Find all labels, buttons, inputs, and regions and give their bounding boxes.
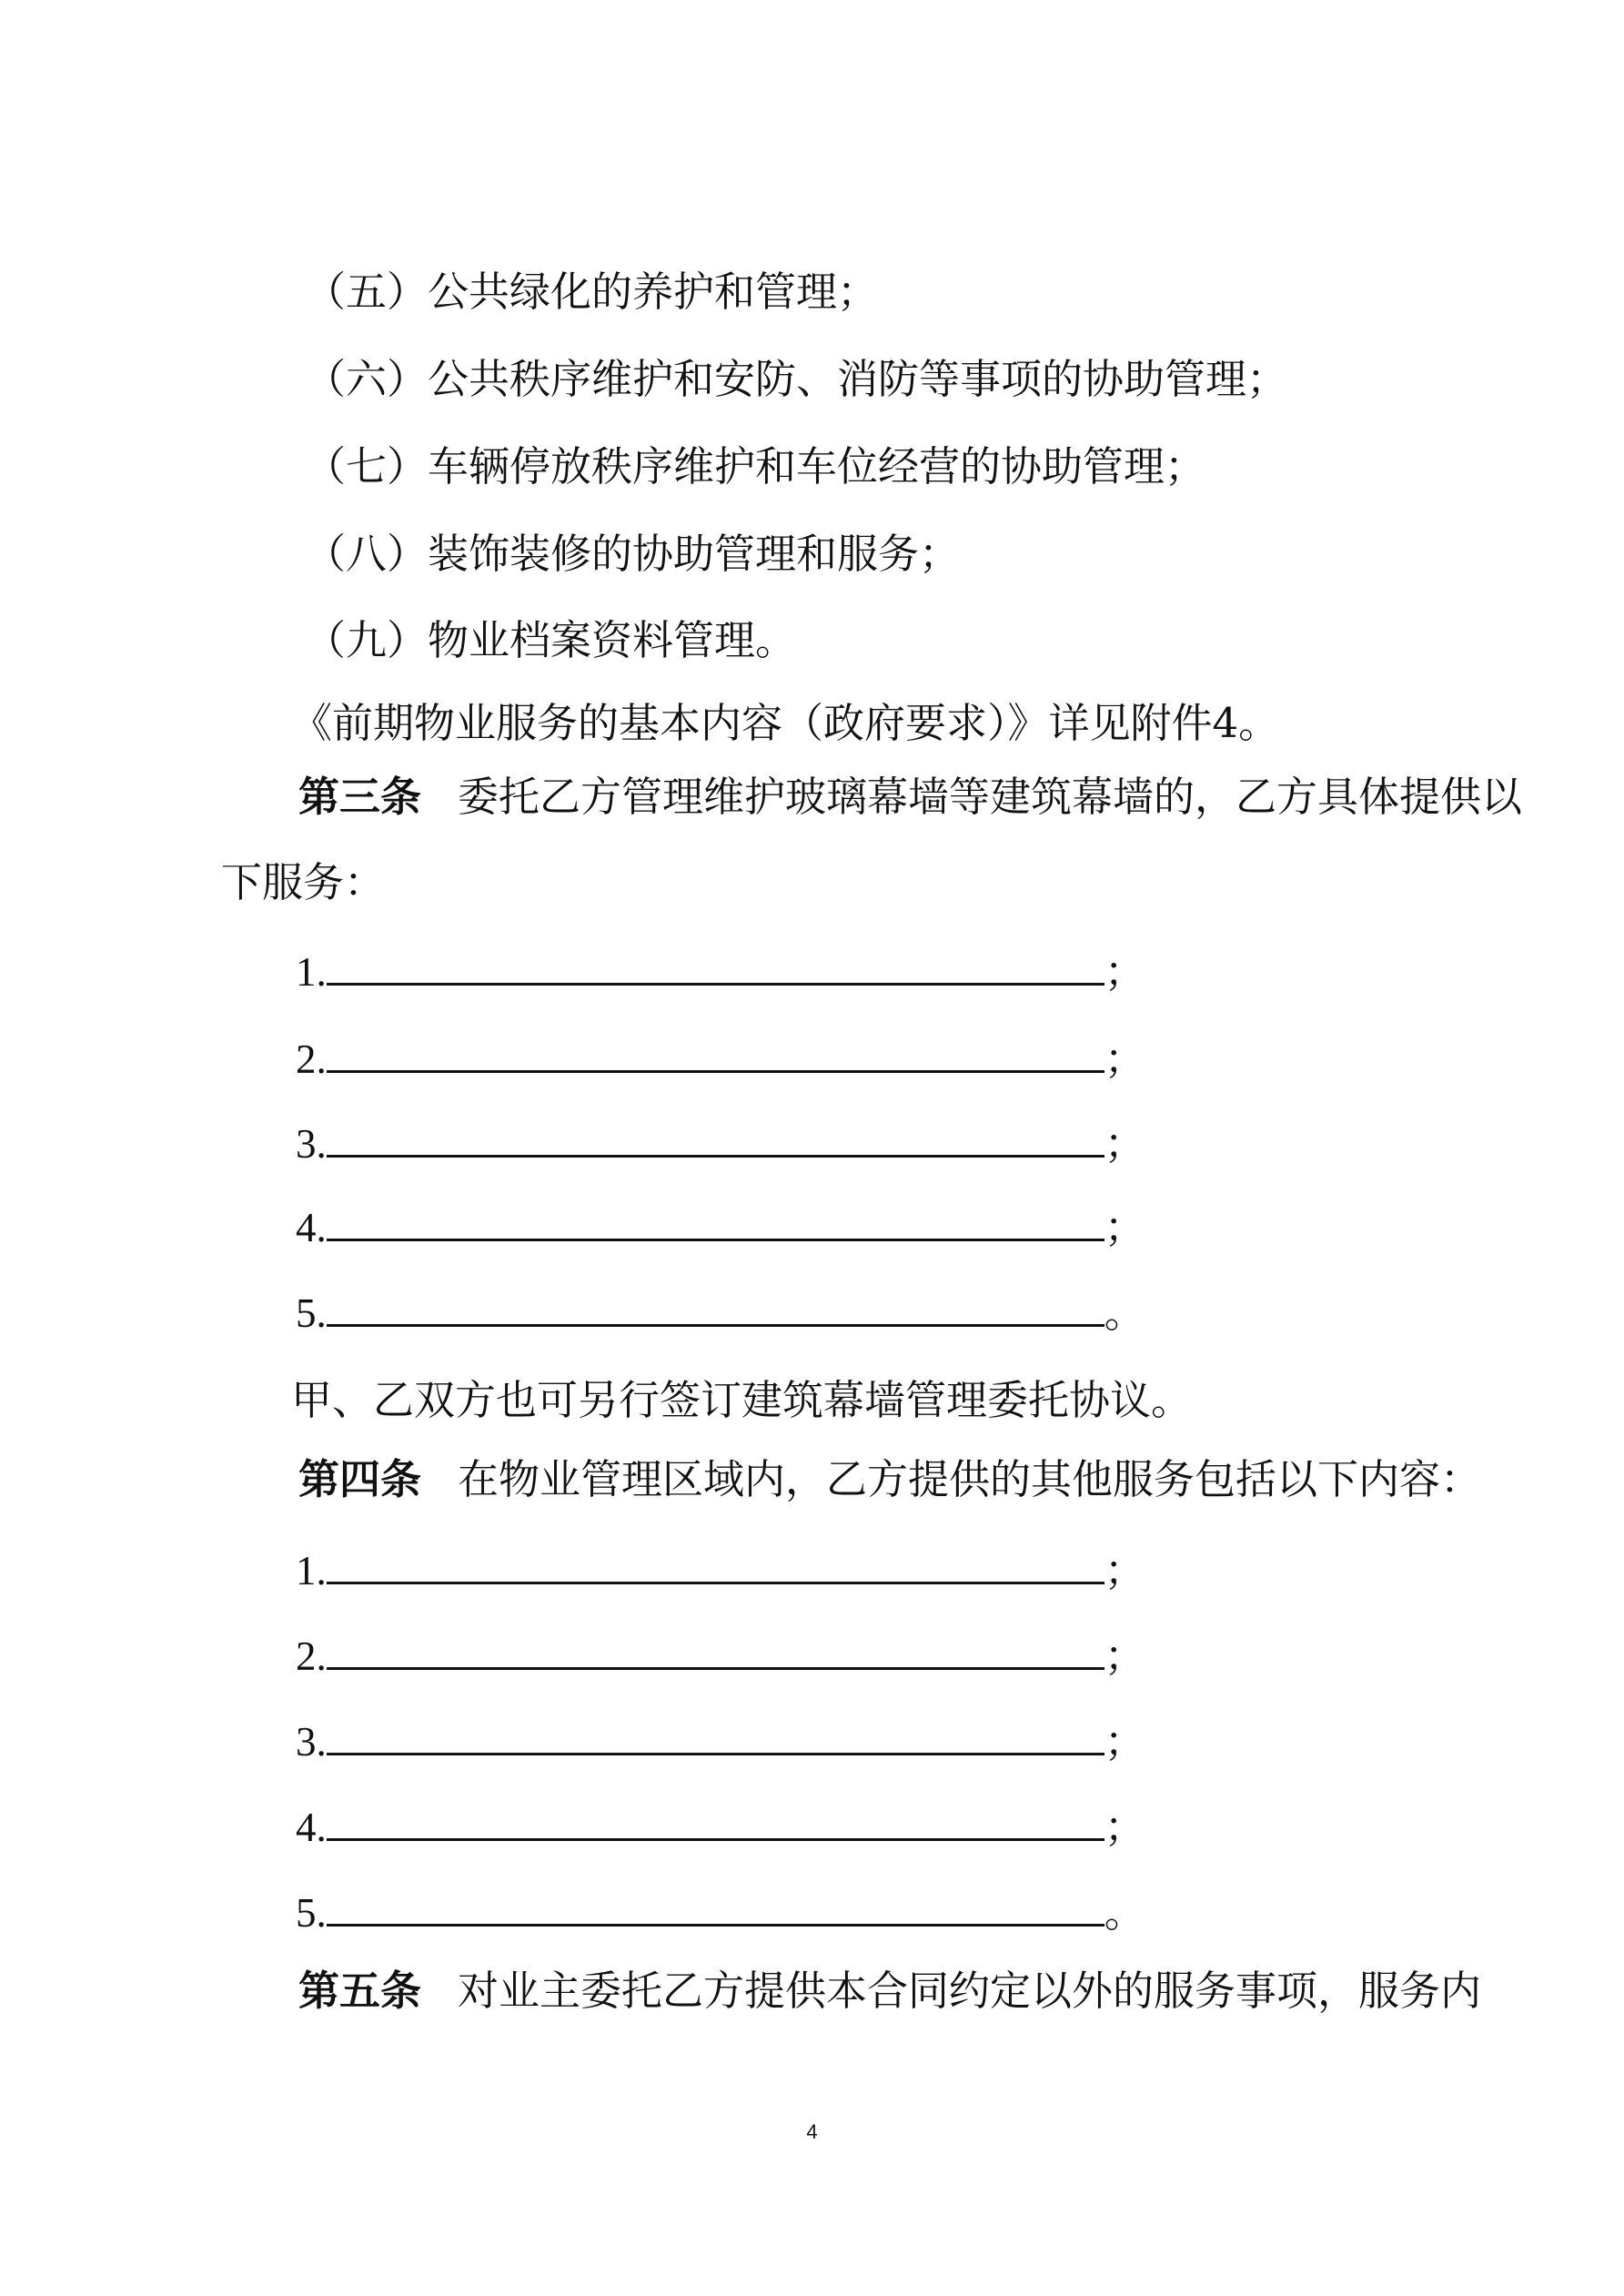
article-label: 第四条 <box>298 1455 422 1503</box>
fill-blank[interactable] <box>327 1284 1105 1327</box>
fill-blank[interactable] <box>327 1713 1105 1755</box>
list-item: （七）车辆停放秩序维护和车位经营的协助管理； <box>305 442 1206 491</box>
item-number: 5. <box>296 1890 327 1936</box>
article-label: 第三条 <box>298 773 422 821</box>
fill-blank[interactable] <box>327 943 1105 986</box>
item-end: ； <box>1104 1035 1145 1083</box>
item-number: 2. <box>296 1037 327 1082</box>
item-end: ； <box>1104 1546 1145 1594</box>
blank-line[interactable] <box>296 1627 1145 1684</box>
list-item: （五）公共绿化的养护和管理； <box>305 268 879 316</box>
item-number: 2. <box>296 1633 327 1679</box>
fill-blank[interactable] <box>327 1627 1105 1670</box>
item-end: ； <box>1104 947 1145 996</box>
list-item: （六）公共秩序维护和安防、消防等事项的协助管理； <box>305 355 1288 403</box>
item-end: 。 <box>1104 1289 1145 1337</box>
item-number: 3. <box>296 1719 327 1765</box>
fill-blank[interactable] <box>327 1798 1105 1841</box>
blank-line[interactable] <box>296 1115 1145 1171</box>
blank-line[interactable] <box>296 1798 1145 1855</box>
article-text: 在物业管理区域内，乙方提供的其他服务包括以下内容： <box>458 1455 1482 1503</box>
item-end: ； <box>1104 1632 1145 1680</box>
list-item: （九）物业档案资料管理。 <box>305 616 797 664</box>
article-label: 第五条 <box>298 1967 422 2015</box>
item-end: ； <box>1104 1803 1145 1851</box>
list-item: （八）装饰装修的协助管理和服务； <box>305 530 961 578</box>
blank-line[interactable] <box>296 1542 1145 1598</box>
blank-line[interactable] <box>296 1030 1145 1087</box>
item-end: ； <box>1104 1717 1145 1765</box>
item-number: 4. <box>296 1805 327 1850</box>
blank-line[interactable] <box>296 1284 1145 1340</box>
blank-line[interactable] <box>296 1199 1145 1255</box>
blank-line[interactable] <box>296 1884 1145 1940</box>
fill-blank[interactable] <box>327 1199 1105 1241</box>
article-text: 委托乙方管理维护玻璃幕墙等建筑幕墙的，乙方具体提供以 <box>458 773 1523 821</box>
item-number: 1. <box>296 949 327 995</box>
article-4 <box>298 1452 1481 1507</box>
fill-blank[interactable] <box>327 1542 1105 1584</box>
blank-line[interactable] <box>296 943 1145 999</box>
item-number: 3. <box>296 1121 327 1167</box>
fill-blank[interactable] <box>327 1030 1105 1073</box>
item-end: ； <box>1104 1119 1145 1168</box>
article-5 <box>298 1964 1481 2018</box>
blank-line[interactable] <box>296 1713 1145 1769</box>
item-number: 4. <box>296 1205 327 1250</box>
annex-note: 《前期物业服务的基本内容（政府要求）》详见附件4。 <box>291 699 1280 747</box>
item-number: 5. <box>296 1290 327 1336</box>
article-3-after: 甲、乙双方也可另行签订建筑幕墙管理委托协议。 <box>291 1376 1193 1424</box>
item-number: 1. <box>296 1548 327 1593</box>
item-end: ； <box>1104 1203 1145 1251</box>
article-3-continuation: 下服务： <box>221 858 386 906</box>
item-end: 。 <box>1104 1888 1145 1937</box>
page-number: 4 <box>806 2120 818 2143</box>
article-3 <box>298 770 1522 824</box>
article-text: 对业主委托乙方提供本合同约定以外的服务事项，服务内 <box>458 1967 1482 2015</box>
fill-blank[interactable] <box>327 1884 1105 1927</box>
fill-blank[interactable] <box>327 1115 1105 1158</box>
